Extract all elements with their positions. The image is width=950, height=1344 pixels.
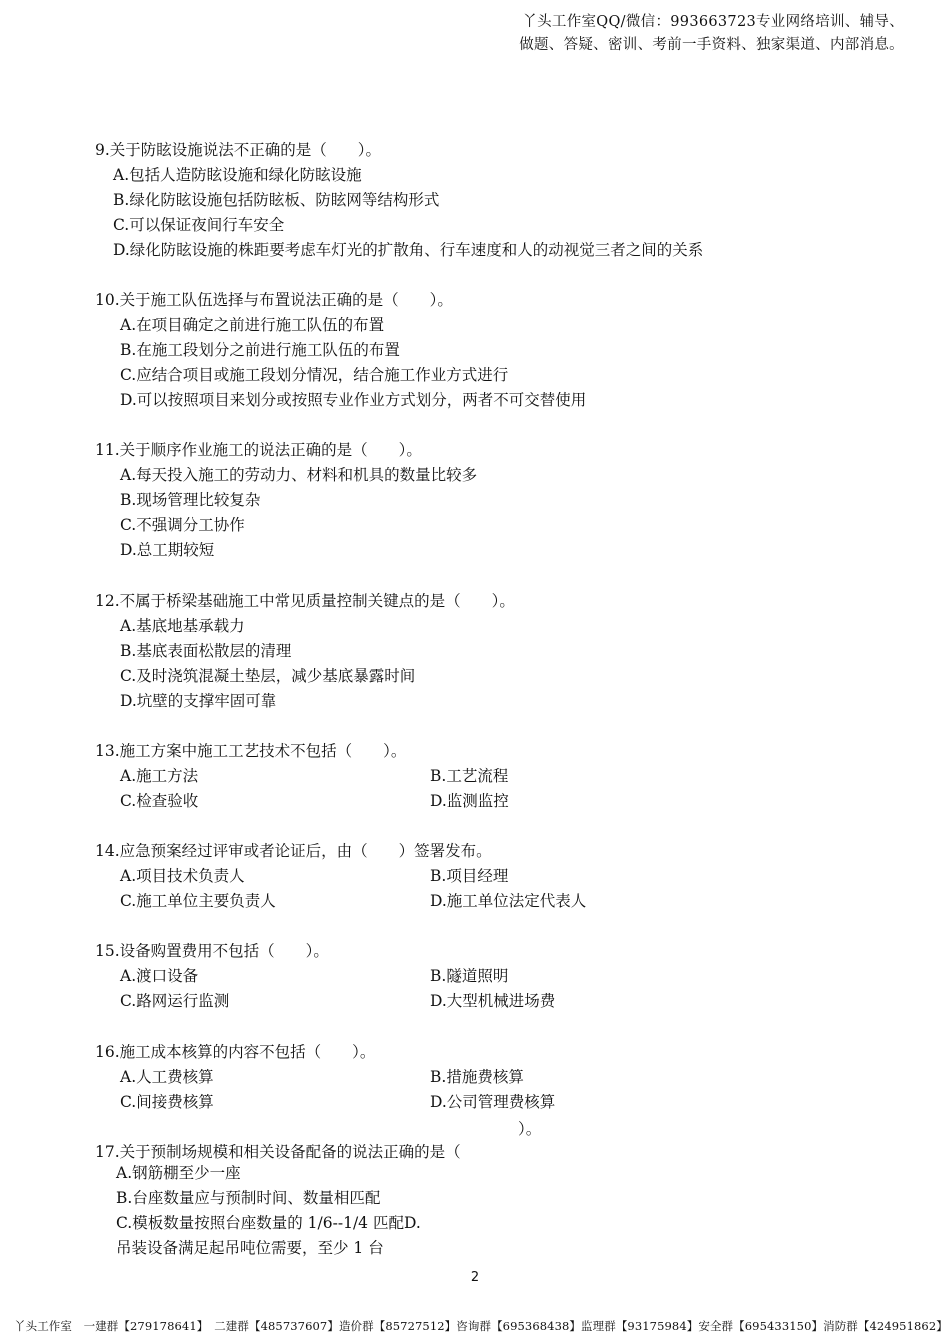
question-13-option-d: D.监测监控 xyxy=(430,792,509,810)
question-9-option-b: B.绿化防眩设施包括防眩板、防眩网等结构形式 xyxy=(113,191,440,209)
question-14-option-a: A.项目技术负责人 xyxy=(120,867,245,885)
page-number: 2 xyxy=(470,1270,480,1285)
question-17-option-c: C.模板数量按照台座数量的 1/6--1/4 匹配D. xyxy=(116,1214,421,1232)
question-10-option-a: A.在项目确定之前进行施工队伍的布置 xyxy=(120,316,385,334)
question-15-stem: 15.设备购置费用不包括（ ）。 xyxy=(95,942,329,960)
footer-groups: 丫头工作室 一建群【279178641】 二建群【485737607】造价群【85727512】咨询群【695368438】监理群【93175984】安全群【695433150】消防群【424951862】 xyxy=(14,1319,948,1333)
question-10-option-d: D.可以按照项目来划分或按照专业作业方式划分，两者不可交替使用 xyxy=(120,391,587,409)
question-10-stem: 10.关于施工队伍选择与布置说法正确的是（ ）。 xyxy=(95,291,453,309)
question-9-option-a: A.包括人造防眩设施和绿化防眩设施 xyxy=(113,166,362,184)
question-16-option-a: A.人工费核算 xyxy=(120,1068,214,1086)
question-17-stem-tail: ）。 xyxy=(518,1120,542,1138)
question-10-option-b: B.在施工段划分之前进行施工队伍的布置 xyxy=(120,341,400,359)
question-17-option-d: 吊装设备满足起吊吨位需要，至少 1 台 xyxy=(116,1239,384,1257)
question-13-option-a: A.施工方法 xyxy=(120,767,199,785)
header-line-2: 做题、答疑、密训、考前一手资料、独家渠道、内部消息。 xyxy=(519,37,904,53)
question-12-option-b: B.基底表面松散层的清理 xyxy=(120,642,292,660)
header-line-1: 丫头工作室QQ/微信：993663723专业网络培训、辅导、 xyxy=(522,14,904,30)
question-13-option-b: B.工艺流程 xyxy=(430,767,509,785)
question-11-option-a: A.每天投入施工的劳动力、材料和机具的数量比较多 xyxy=(120,466,478,484)
question-14-option-b: B.项目经理 xyxy=(430,867,509,885)
question-11-stem: 11.关于顺序作业施工的说法正确的是（ ）。 xyxy=(95,441,422,459)
question-13-option-c: C.检查验收 xyxy=(120,792,199,810)
question-9-option-c: C.可以保证夜间行车安全 xyxy=(113,216,285,234)
question-10-option-c: C.应结合项目或施工段划分情况，结合施工作业方式进行 xyxy=(120,366,509,384)
question-14-stem: 14.应急预案经过评审或者论证后，由（ ）签署发布。 xyxy=(95,842,492,860)
question-11-option-d: D.总工期较短 xyxy=(120,541,215,559)
question-11-option-b: B.现场管理比较复杂 xyxy=(120,491,261,509)
question-13-stem: 13.施工方案中施工工艺技术不包括（ ）。 xyxy=(95,742,407,760)
question-9-stem: 9.关于防眩设施说法不正确的是（ ）。 xyxy=(95,141,382,159)
question-16-option-d: D.公司管理费核算 xyxy=(430,1093,556,1111)
question-9-option-d: D.绿化防眩设施的株距要考虑车灯光的扩散角、行车速度和人的动视觉三者之间的关系 xyxy=(113,241,704,259)
question-11-option-c: C.不强调分工协作 xyxy=(120,516,245,534)
question-17-option-a: A.钢筋棚至少一座 xyxy=(116,1164,241,1182)
question-15-option-d: D.大型机械进场费 xyxy=(430,992,556,1010)
question-12-option-c: C.及时浇筑混凝土垫层，减少基底暴露时间 xyxy=(120,667,416,685)
question-16-option-b: B.措施费核算 xyxy=(430,1068,524,1086)
question-12-stem: 12.不属于桥梁基础施工中常见质量控制关键点的是（ ）。 xyxy=(95,592,515,610)
question-17-stem: 17.关于预制场规模和相关设备配备的说法正确的是（ xyxy=(95,1143,461,1161)
question-16-stem: 16.施工成本核算的内容不包括（ ）。 xyxy=(95,1043,376,1061)
question-15-option-c: C.路网运行监测 xyxy=(120,992,230,1010)
question-17-option-b: B.台座数量应与预制时间、数量相匹配 xyxy=(116,1189,381,1207)
question-12-option-d: D.坑壁的支撑牢固可靠 xyxy=(120,692,277,710)
question-16-option-c: C.间接费核算 xyxy=(120,1093,214,1111)
question-14-option-c: C.施工单位主要负责人 xyxy=(120,892,276,910)
question-12-option-a: A.基底地基承载力 xyxy=(120,617,245,635)
question-15-option-b: B.隧道照明 xyxy=(430,967,509,985)
question-14-option-d: D.施工单位法定代表人 xyxy=(430,892,587,910)
question-15-option-a: A.渡口设备 xyxy=(120,967,199,985)
